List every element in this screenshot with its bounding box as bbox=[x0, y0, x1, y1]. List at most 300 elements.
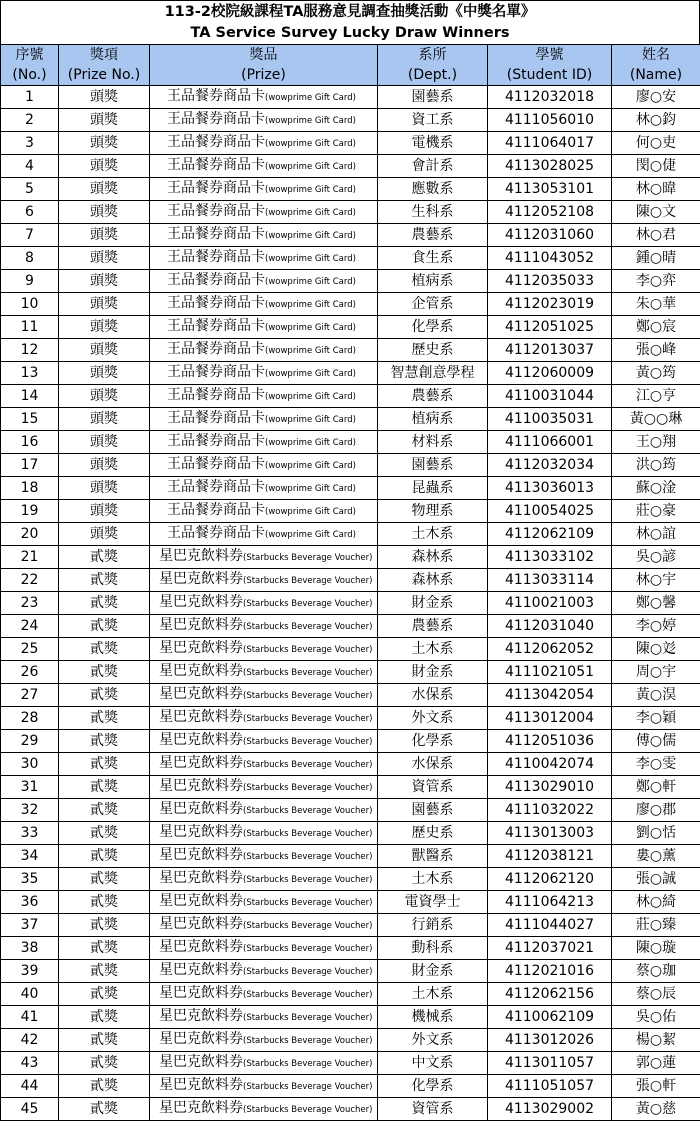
cell-student-id: 4111043052 bbox=[488, 247, 612, 270]
cell-dept: 會計系 bbox=[378, 155, 488, 178]
cell-name: 婁○薰 bbox=[612, 845, 700, 868]
cell-no: 42 bbox=[1, 1029, 59, 1052]
prize-name-en: (wowprime Gift Card) bbox=[265, 162, 356, 172]
cell-no: 45 bbox=[1, 1098, 59, 1121]
table-row bbox=[1, 546, 700, 569]
header-prize bbox=[150, 45, 378, 86]
table-row bbox=[1, 132, 700, 155]
prize-name-zh: 王品餐券商品卡 bbox=[167, 226, 265, 242]
header-student-id bbox=[488, 45, 612, 86]
cell-name: 楊○絜 bbox=[612, 1029, 700, 1052]
cell-name: 朱○華 bbox=[612, 293, 700, 316]
cell-award: 頭獎 bbox=[59, 293, 150, 316]
cell-dept: 園藝系 bbox=[378, 454, 488, 477]
cell-award: 貳獎 bbox=[59, 822, 150, 845]
cell-student-id: 4111064017 bbox=[488, 132, 612, 155]
table-row bbox=[1, 86, 700, 109]
table-row bbox=[1, 1075, 700, 1098]
cell-award: 頭獎 bbox=[59, 132, 150, 155]
table-row bbox=[1, 293, 700, 316]
cell-award: 貳獎 bbox=[59, 960, 150, 983]
prize-name-zh: 王品餐券商品卡 bbox=[167, 111, 265, 127]
prize-name-zh: 星巴克飲料券 bbox=[159, 571, 243, 587]
table-row bbox=[1, 891, 700, 914]
cell-name: 蔡○辰 bbox=[612, 983, 700, 1006]
prize-name-zh: 王品餐券商品卡 bbox=[167, 525, 265, 541]
prize-name-en: (wowprime Gift Card) bbox=[265, 139, 356, 149]
prize-name-zh: 王品餐券商品卡 bbox=[167, 88, 265, 104]
prize-name-zh: 王品餐券商品卡 bbox=[167, 364, 265, 380]
cell-no: 37 bbox=[1, 914, 59, 937]
cell-award: 貳獎 bbox=[59, 1029, 150, 1052]
cell-award: 貳獎 bbox=[59, 937, 150, 960]
header-name-en: (Name) bbox=[612, 65, 700, 85]
title-english: TA Service Survey Lucky Draw Winners bbox=[1, 23, 699, 43]
cell-student-id: 4113053101 bbox=[488, 178, 612, 201]
cell-student-id: 4112051025 bbox=[488, 316, 612, 339]
prize-name-en: (Starbucks Beverage Voucher) bbox=[243, 622, 372, 632]
prize-name-en: (Starbucks Beverage Voucher) bbox=[243, 1105, 372, 1115]
cell-no: 35 bbox=[1, 868, 59, 891]
cell-student-id: 4112062109 bbox=[488, 523, 612, 546]
cell-prize bbox=[150, 822, 378, 845]
cell-name: 江○亨 bbox=[612, 385, 700, 408]
cell-award: 貳獎 bbox=[59, 615, 150, 638]
prize-name-zh: 星巴克飲料券 bbox=[159, 548, 243, 564]
table-row bbox=[1, 1052, 700, 1075]
prize-name-en: (Starbucks Beverage Voucher) bbox=[243, 1036, 372, 1046]
cell-student-id: 4112032034 bbox=[488, 454, 612, 477]
cell-no: 36 bbox=[1, 891, 59, 914]
cell-dept: 中文系 bbox=[378, 1052, 488, 1075]
cell-no: 38 bbox=[1, 937, 59, 960]
cell-dept: 園藝系 bbox=[378, 799, 488, 822]
cell-student-id: 4112023019 bbox=[488, 293, 612, 316]
prize-name-zh: 王品餐券商品卡 bbox=[167, 456, 265, 472]
cell-student-id: 4110054025 bbox=[488, 500, 612, 523]
cell-student-id: 4111032022 bbox=[488, 799, 612, 822]
cell-no: 31 bbox=[1, 776, 59, 799]
cell-no: 24 bbox=[1, 615, 59, 638]
prize-name-en: (wowprime Gift Card) bbox=[265, 484, 356, 494]
prize-name-en: (Starbucks Beverage Voucher) bbox=[243, 576, 372, 586]
table-row bbox=[1, 799, 700, 822]
header-dept-zh: 系所 bbox=[378, 45, 487, 65]
table-row bbox=[1, 592, 700, 615]
cell-prize bbox=[150, 339, 378, 362]
cell-no: 28 bbox=[1, 707, 59, 730]
cell-no: 32 bbox=[1, 799, 59, 822]
cell-prize bbox=[150, 1006, 378, 1029]
cell-dept: 機械系 bbox=[378, 1006, 488, 1029]
cell-name: 郭○蓮 bbox=[612, 1052, 700, 1075]
cell-student-id: 4112031060 bbox=[488, 224, 612, 247]
cell-award: 貳獎 bbox=[59, 707, 150, 730]
cell-no: 4 bbox=[1, 155, 59, 178]
cell-no: 44 bbox=[1, 1075, 59, 1098]
cell-dept: 應數系 bbox=[378, 178, 488, 201]
cell-no: 8 bbox=[1, 247, 59, 270]
cell-no: 43 bbox=[1, 1052, 59, 1075]
cell-prize bbox=[150, 431, 378, 454]
prize-name-en: (wowprime Gift Card) bbox=[265, 438, 356, 448]
cell-dept: 資管系 bbox=[378, 1098, 488, 1121]
cell-name: 張○峰 bbox=[612, 339, 700, 362]
cell-dept: 獸醫系 bbox=[378, 845, 488, 868]
cell-no: 10 bbox=[1, 293, 59, 316]
prize-name-en: (wowprime Gift Card) bbox=[265, 277, 356, 287]
cell-prize bbox=[150, 1029, 378, 1052]
prize-name-zh: 星巴克飲料券 bbox=[159, 594, 243, 610]
table-row bbox=[1, 155, 700, 178]
cell-name: 鄭○宸 bbox=[612, 316, 700, 339]
prize-name-zh: 王品餐券商品卡 bbox=[167, 502, 265, 518]
cell-award: 頭獎 bbox=[59, 155, 150, 178]
cell-award: 頭獎 bbox=[59, 270, 150, 293]
table-row bbox=[1, 362, 700, 385]
cell-student-id: 4110031044 bbox=[488, 385, 612, 408]
cell-prize bbox=[150, 178, 378, 201]
prize-name-en: (wowprime Gift Card) bbox=[265, 300, 356, 310]
cell-dept: 歷史系 bbox=[378, 822, 488, 845]
header-row bbox=[1, 45, 700, 86]
table-row bbox=[1, 316, 700, 339]
header-no bbox=[1, 45, 59, 86]
cell-no: 26 bbox=[1, 661, 59, 684]
cell-no: 11 bbox=[1, 316, 59, 339]
prize-name-en: (Starbucks Beverage Voucher) bbox=[243, 783, 372, 793]
cell-no: 17 bbox=[1, 454, 59, 477]
cell-no: 3 bbox=[1, 132, 59, 155]
cell-name: 黃○筠 bbox=[612, 362, 700, 385]
prize-name-zh: 星巴克飲料券 bbox=[159, 709, 243, 725]
prize-name-zh: 星巴克飲料券 bbox=[159, 801, 243, 817]
cell-name: 周○宇 bbox=[612, 661, 700, 684]
header-no-zh: 序號 bbox=[1, 45, 58, 65]
table-row bbox=[1, 270, 700, 293]
cell-award: 頭獎 bbox=[59, 109, 150, 132]
cell-prize bbox=[150, 937, 378, 960]
cell-dept: 農藝系 bbox=[378, 385, 488, 408]
cell-prize bbox=[150, 730, 378, 753]
prize-name-en: (wowprime Gift Card) bbox=[265, 323, 356, 333]
cell-dept: 園藝系 bbox=[378, 86, 488, 109]
prize-name-zh: 王品餐券商品卡 bbox=[167, 295, 265, 311]
cell-prize bbox=[150, 1075, 378, 1098]
cell-student-id: 4110021003 bbox=[488, 592, 612, 615]
cell-name: 鄭○軒 bbox=[612, 776, 700, 799]
prize-name-en: (Starbucks Beverage Voucher) bbox=[243, 806, 372, 816]
prize-name-en: (Starbucks Beverage Voucher) bbox=[243, 921, 372, 931]
cell-prize bbox=[150, 224, 378, 247]
cell-no: 18 bbox=[1, 477, 59, 500]
cell-prize bbox=[150, 86, 378, 109]
cell-award: 頭獎 bbox=[59, 523, 150, 546]
cell-prize bbox=[150, 477, 378, 500]
winners-table bbox=[0, 44, 700, 1121]
cell-award: 貳獎 bbox=[59, 914, 150, 937]
table-row bbox=[1, 868, 700, 891]
cell-dept: 電資學士 bbox=[378, 891, 488, 914]
cell-no: 1 bbox=[1, 86, 59, 109]
cell-dept: 土木系 bbox=[378, 868, 488, 891]
cell-dept: 外文系 bbox=[378, 1029, 488, 1052]
cell-dept: 材料系 bbox=[378, 431, 488, 454]
prize-name-en: (Starbucks Beverage Voucher) bbox=[243, 967, 372, 977]
header-award bbox=[59, 45, 150, 86]
header-prize-en: (Prize) bbox=[150, 65, 377, 85]
cell-student-id: 4112035033 bbox=[488, 270, 612, 293]
prize-name-zh: 星巴克飲料券 bbox=[159, 870, 243, 886]
cell-dept: 化學系 bbox=[378, 316, 488, 339]
prize-name-en: (Starbucks Beverage Voucher) bbox=[243, 645, 372, 655]
cell-name: 何○吏 bbox=[612, 132, 700, 155]
prize-name-zh: 王品餐券商品卡 bbox=[167, 433, 265, 449]
cell-no: 21 bbox=[1, 546, 59, 569]
cell-no: 12 bbox=[1, 339, 59, 362]
prize-name-en: (Starbucks Beverage Voucher) bbox=[243, 1082, 372, 1092]
prize-name-zh: 星巴克飲料券 bbox=[159, 847, 243, 863]
cell-student-id: 4112052108 bbox=[488, 201, 612, 224]
prize-name-en: (wowprime Gift Card) bbox=[265, 369, 356, 379]
cell-student-id: 4110035031 bbox=[488, 408, 612, 431]
cell-student-id: 4112021016 bbox=[488, 960, 612, 983]
table-row bbox=[1, 960, 700, 983]
cell-name: 吳○佑 bbox=[612, 1006, 700, 1029]
cell-prize bbox=[150, 293, 378, 316]
cell-prize bbox=[150, 868, 378, 891]
table-row bbox=[1, 569, 700, 592]
prize-name-en: (wowprime Gift Card) bbox=[265, 530, 356, 540]
cell-prize bbox=[150, 1098, 378, 1121]
cell-prize bbox=[150, 983, 378, 1006]
cell-student-id: 4111056010 bbox=[488, 109, 612, 132]
prize-name-zh: 星巴克飲料券 bbox=[159, 962, 243, 978]
cell-student-id: 4113036013 bbox=[488, 477, 612, 500]
cell-prize bbox=[150, 132, 378, 155]
cell-award: 頭獎 bbox=[59, 362, 150, 385]
prize-name-zh: 王品餐券商品卡 bbox=[167, 180, 265, 196]
cell-student-id: 4111021051 bbox=[488, 661, 612, 684]
cell-dept: 森林系 bbox=[378, 569, 488, 592]
prize-name-en: (wowprime Gift Card) bbox=[265, 392, 356, 402]
cell-prize bbox=[150, 523, 378, 546]
cell-name: 陳○璇 bbox=[612, 937, 700, 960]
cell-student-id: 4112051036 bbox=[488, 730, 612, 753]
table-row bbox=[1, 247, 700, 270]
cell-student-id: 4113033114 bbox=[488, 569, 612, 592]
cell-prize bbox=[150, 914, 378, 937]
cell-prize bbox=[150, 799, 378, 822]
cell-award: 頭獎 bbox=[59, 385, 150, 408]
cell-award: 頭獎 bbox=[59, 431, 150, 454]
prize-name-en: (Starbucks Beverage Voucher) bbox=[243, 1013, 372, 1023]
cell-student-id: 4111051057 bbox=[488, 1075, 612, 1098]
cell-no: 5 bbox=[1, 178, 59, 201]
cell-dept: 行銷系 bbox=[378, 914, 488, 937]
table-row bbox=[1, 1098, 700, 1121]
prize-name-en: (wowprime Gift Card) bbox=[265, 185, 356, 195]
prize-name-en: (wowprime Gift Card) bbox=[265, 507, 356, 517]
table-row bbox=[1, 822, 700, 845]
title-chinese: 113-2校院級課程TA服務意見調查抽獎活動《中獎名單》 bbox=[1, 1, 699, 23]
table-row bbox=[1, 661, 700, 684]
cell-student-id: 4112013037 bbox=[488, 339, 612, 362]
cell-no: 14 bbox=[1, 385, 59, 408]
prize-name-en: (wowprime Gift Card) bbox=[265, 231, 356, 241]
table-row bbox=[1, 339, 700, 362]
prize-name-en: (Starbucks Beverage Voucher) bbox=[243, 553, 372, 563]
cell-name: 李○婷 bbox=[612, 615, 700, 638]
prize-name-zh: 星巴克飲料券 bbox=[159, 1077, 243, 1093]
cell-award: 頭獎 bbox=[59, 339, 150, 362]
cell-student-id: 4112062156 bbox=[488, 983, 612, 1006]
prize-name-zh: 星巴克飲料券 bbox=[159, 663, 243, 679]
table-row bbox=[1, 1029, 700, 1052]
cell-prize bbox=[150, 155, 378, 178]
table-row bbox=[1, 500, 700, 523]
winners-table-body bbox=[1, 86, 700, 1121]
cell-student-id: 4110042074 bbox=[488, 753, 612, 776]
cell-award: 頭獎 bbox=[59, 224, 150, 247]
prize-name-en: (Starbucks Beverage Voucher) bbox=[243, 668, 372, 678]
prize-name-en: (wowprime Gift Card) bbox=[265, 415, 356, 425]
cell-dept: 化學系 bbox=[378, 1075, 488, 1098]
cell-prize bbox=[150, 201, 378, 224]
cell-name: 李○穎 bbox=[612, 707, 700, 730]
table-row bbox=[1, 845, 700, 868]
table-row bbox=[1, 983, 700, 1006]
cell-no: 39 bbox=[1, 960, 59, 983]
table-row bbox=[1, 477, 700, 500]
prize-name-zh: 星巴克飲料券 bbox=[159, 939, 243, 955]
cell-no: 2 bbox=[1, 109, 59, 132]
table-row bbox=[1, 707, 700, 730]
cell-name: 陳○文 bbox=[612, 201, 700, 224]
cell-student-id: 4111044027 bbox=[488, 914, 612, 937]
table-row bbox=[1, 937, 700, 960]
cell-dept: 農藝系 bbox=[378, 615, 488, 638]
prize-name-en: (Starbucks Beverage Voucher) bbox=[243, 691, 372, 701]
cell-no: 13 bbox=[1, 362, 59, 385]
cell-dept: 物理系 bbox=[378, 500, 488, 523]
cell-name: 黃○○琳 bbox=[612, 408, 700, 431]
cell-award: 貳獎 bbox=[59, 845, 150, 868]
cell-student-id: 4111066001 bbox=[488, 431, 612, 454]
cell-name: 林○暐 bbox=[612, 178, 700, 201]
cell-prize bbox=[150, 960, 378, 983]
table-row bbox=[1, 408, 700, 431]
prize-name-zh: 王品餐券商品卡 bbox=[167, 203, 265, 219]
cell-award: 貳獎 bbox=[59, 569, 150, 592]
header-award-en: (Prize No.) bbox=[59, 65, 149, 85]
cell-dept: 歷史系 bbox=[378, 339, 488, 362]
cell-dept: 農藝系 bbox=[378, 224, 488, 247]
cell-no: 7 bbox=[1, 224, 59, 247]
header-name bbox=[612, 45, 700, 86]
prize-name-en: (Starbucks Beverage Voucher) bbox=[243, 852, 372, 862]
cell-award: 頭獎 bbox=[59, 454, 150, 477]
cell-student-id: 4112062120 bbox=[488, 868, 612, 891]
prize-name-zh: 王品餐券商品卡 bbox=[167, 134, 265, 150]
cell-award: 頭獎 bbox=[59, 247, 150, 270]
prize-name-en: (Starbucks Beverage Voucher) bbox=[243, 599, 372, 609]
table-row bbox=[1, 109, 700, 132]
table-row bbox=[1, 431, 700, 454]
cell-prize bbox=[150, 615, 378, 638]
cell-prize bbox=[150, 891, 378, 914]
cell-student-id: 4112037021 bbox=[488, 937, 612, 960]
table-row bbox=[1, 753, 700, 776]
cell-student-id: 4112032018 bbox=[488, 86, 612, 109]
table-row bbox=[1, 224, 700, 247]
cell-prize bbox=[150, 684, 378, 707]
cell-no: 27 bbox=[1, 684, 59, 707]
cell-award: 貳獎 bbox=[59, 1075, 150, 1098]
cell-dept: 植病系 bbox=[378, 408, 488, 431]
cell-prize bbox=[150, 638, 378, 661]
header-dept-en: (Dept.) bbox=[378, 65, 487, 85]
cell-dept: 植病系 bbox=[378, 270, 488, 293]
cell-name: 鄭○馨 bbox=[612, 592, 700, 615]
cell-dept: 水保系 bbox=[378, 684, 488, 707]
cell-award: 貳獎 bbox=[59, 1052, 150, 1075]
cell-student-id: 4111064213 bbox=[488, 891, 612, 914]
table-row bbox=[1, 684, 700, 707]
cell-name: 黃○淏 bbox=[612, 684, 700, 707]
prize-name-en: (wowprime Gift Card) bbox=[265, 346, 356, 356]
prize-name-zh: 星巴克飲料券 bbox=[159, 617, 243, 633]
cell-award: 貳獎 bbox=[59, 983, 150, 1006]
cell-dept: 水保系 bbox=[378, 753, 488, 776]
prize-name-en: (wowprime Gift Card) bbox=[265, 116, 356, 126]
cell-name: 李○雯 bbox=[612, 753, 700, 776]
cell-prize bbox=[150, 569, 378, 592]
table-row bbox=[1, 730, 700, 753]
cell-dept: 資管系 bbox=[378, 776, 488, 799]
cell-prize bbox=[150, 408, 378, 431]
prize-name-zh: 王品餐券商品卡 bbox=[167, 341, 265, 357]
cell-name: 莊○豪 bbox=[612, 500, 700, 523]
cell-award: 頭獎 bbox=[59, 408, 150, 431]
prize-name-zh: 星巴克飲料券 bbox=[159, 1054, 243, 1070]
cell-name: 林○君 bbox=[612, 224, 700, 247]
cell-no: 25 bbox=[1, 638, 59, 661]
prize-name-zh: 星巴克飲料券 bbox=[159, 985, 243, 1001]
cell-name: 傅○儒 bbox=[612, 730, 700, 753]
prize-name-zh: 星巴克飲料券 bbox=[159, 778, 243, 794]
cell-student-id: 4113012004 bbox=[488, 707, 612, 730]
prize-name-zh: 星巴克飲料券 bbox=[159, 1031, 243, 1047]
cell-prize bbox=[150, 845, 378, 868]
cell-name: 蘇○淦 bbox=[612, 477, 700, 500]
cell-name: 鍾○晴 bbox=[612, 247, 700, 270]
cell-no: 15 bbox=[1, 408, 59, 431]
cell-dept: 財金系 bbox=[378, 661, 488, 684]
cell-student-id: 4110062109 bbox=[488, 1006, 612, 1029]
cell-name: 莊○臻 bbox=[612, 914, 700, 937]
cell-student-id: 4113042054 bbox=[488, 684, 612, 707]
cell-award: 貳獎 bbox=[59, 1006, 150, 1029]
prize-name-zh: 星巴克飲料券 bbox=[159, 824, 243, 840]
prize-name-en: (Starbucks Beverage Voucher) bbox=[243, 714, 372, 724]
cell-no: 19 bbox=[1, 500, 59, 523]
cell-student-id: 4113011057 bbox=[488, 1052, 612, 1075]
cell-prize bbox=[150, 753, 378, 776]
header-no-en: (No.) bbox=[1, 65, 58, 85]
cell-award: 頭獎 bbox=[59, 316, 150, 339]
table-row bbox=[1, 178, 700, 201]
